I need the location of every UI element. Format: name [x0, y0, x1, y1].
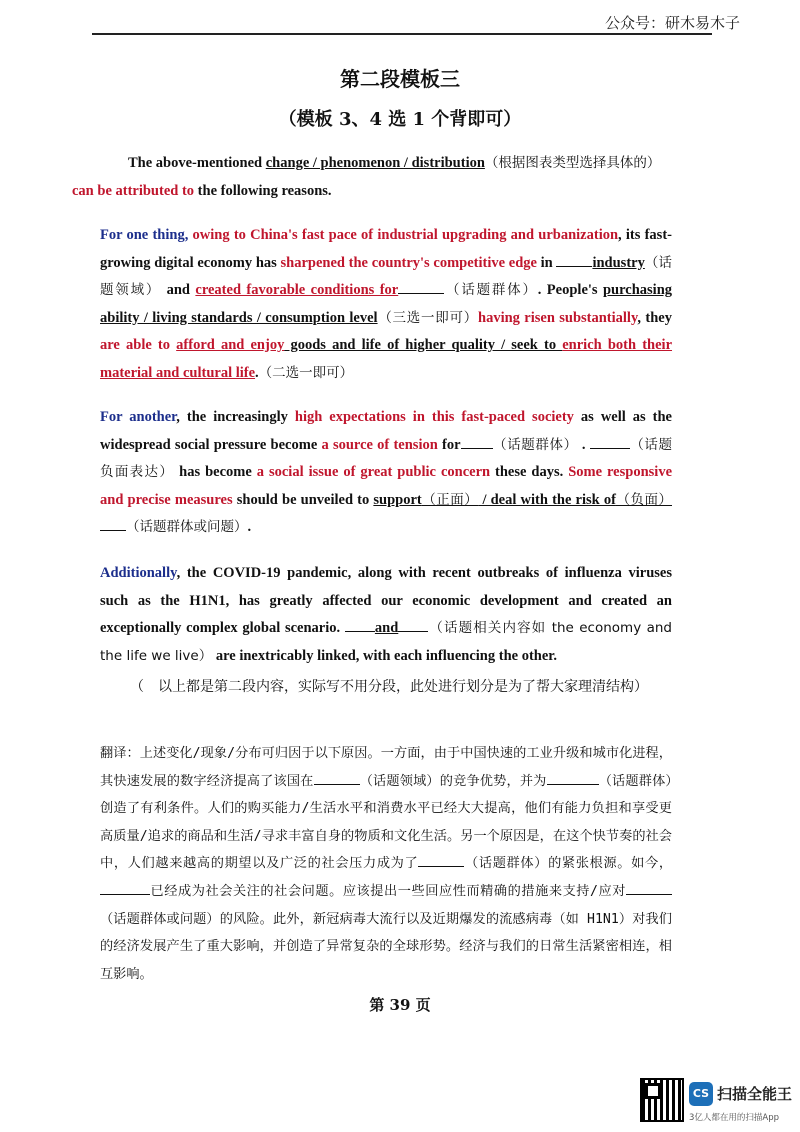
p2-phrase-1: owing to China's fast pace of industrial upgrading and urbanization	[192, 227, 619, 243]
scanner-tagline: 3亿人都在用的扫描App	[689, 1113, 780, 1123]
p4-blank-1	[345, 617, 375, 632]
p3-phrase-2: a source of tension	[321, 436, 438, 453]
p2-industry: industry	[592, 254, 645, 271]
p2-phrase-3: created favorable conditions for	[195, 282, 399, 298]
p2-phrase-2: sharpened the country's competitive edge	[280, 254, 537, 271]
p3-phrase-1: high expectations in this fast-paced society	[294, 409, 574, 425]
qr-code-icon	[640, 1078, 684, 1122]
p4-text-1: , the COVID-19 pandemic, along with recent outbreaks of influenza viruses such as the H1N1, has greatly affected our economic development and created an exceptionally complex global scenario.	[100, 565, 672, 636]
p2-phrase-5: are able to	[100, 337, 177, 353]
p2-text-1: , its fast-growing digital economy has	[100, 227, 672, 271]
p2-text-2: in	[536, 254, 557, 271]
p2-lead: For one thing,	[100, 227, 193, 243]
translation-blank-2	[547, 771, 599, 785]
p3-text-2: as well as the widespread social pressure become	[100, 409, 672, 453]
p2-note-3: （三选一即可）	[377, 309, 478, 326]
p3-phrase-4: Some responsive and precise measures	[100, 464, 672, 508]
p1-note: （根据图表类型选择具体的）	[484, 155, 661, 171]
p3-note-3: （正面）	[421, 491, 479, 508]
p2-phrase-7: enrich both their material and cultural life	[100, 337, 673, 381]
p2-text-4: . People's	[537, 282, 603, 298]
paragraph-3	[100, 404, 672, 542]
p2-blank-1	[556, 252, 592, 267]
structure-note: （ 以上都是第二段内容，实际写不用分段，此处进行划分是为了帮大家理清结构）	[130, 679, 648, 695]
p1-end: the following reasons.	[194, 182, 332, 199]
p4-and: and	[374, 620, 399, 636]
p2-phrase-6: afford and enjoy	[176, 337, 285, 353]
header-rule	[92, 33, 712, 35]
p3-text-5: has become	[174, 464, 257, 480]
p3-end: .	[247, 519, 252, 535]
p3-phrase-3: a social issue of great public concern	[256, 464, 491, 480]
p4-lead: Additionally	[100, 565, 177, 581]
p2-text-5: , they	[637, 309, 672, 326]
p4-blank-2	[398, 617, 428, 632]
translation-part-1: 翻译：上述变化/现象/分布可归因于以下原因。一方面，由于中国快速的工业升级和城市化进程，其快速发展的数字经济提高了该国在	[100, 746, 672, 789]
page-title: 第二段模板三	[340, 67, 460, 91]
scanner-app-name: 扫描全能王	[717, 1085, 793, 1103]
paragraph-1	[72, 150, 672, 205]
p1-phrase: can be attributed to	[72, 182, 195, 199]
p2-note-1: （话题领域）	[100, 254, 672, 298]
p3-note-1: （话题群体）	[492, 436, 578, 453]
translation-blank-3	[418, 853, 464, 867]
p3-text-4: .	[577, 436, 590, 453]
translation-blank-1	[314, 771, 360, 785]
translation-blank-4	[100, 881, 150, 895]
translation-part-6: （话题群体或问题）的风险。此外，新冠病毒大流行以及近期爆发的流感病毒（如 H1N1）对我们的经济发展产生了重大影响，并创造了异常复杂的全球形势。经济与我们的日常生活紧密相连，相互影响。	[100, 911, 672, 982]
page-subtitle: （模板 3、4 选 1 个背即可）	[278, 109, 522, 130]
p2-note-2: （话题群体）	[444, 282, 538, 298]
p2-end: .	[255, 364, 259, 381]
p1-text: The above-mentioned	[128, 155, 266, 171]
p2-note-4: （二选一即可）	[258, 364, 354, 381]
translation-part-5: 已经成为社会关注的社会问题。应该提出一些回应性而精确的措施来支持/应对	[150, 883, 626, 899]
p3-support: support	[373, 491, 422, 508]
p4-text-2: are inextricably linked, with each influencing the other.	[212, 647, 558, 664]
translation-part-3: （话题群体）创造了有利条件。人们的购买能力/生活水平和消费水平已经大大提高，他们有能力负担和享受更高质量/追求的商品和生活/寻求丰富自身的物质和文化生活。另一个原因是，在这个快节奏的社会中，人们越来越高的期望以及广泛的社会压力成为了	[100, 773, 673, 872]
p3-note-4: （负面）	[615, 491, 672, 508]
translation-blank-5	[626, 881, 672, 895]
p4-note: （话题相关内容如 the economy and the life we live）	[100, 620, 672, 664]
p2-text-6: goods and life of higher quality / seek to	[284, 337, 563, 353]
translation-block	[100, 740, 672, 988]
p3-lead: For another	[100, 409, 177, 425]
paragraph-4	[100, 560, 672, 670]
translation-part-4: （话题群体）的紧张根源。如今，	[464, 856, 673, 872]
p2-options: purchasing ability / living standards / consumption level	[100, 282, 673, 326]
p2-phrase-4: having risen substantially	[478, 309, 638, 326]
translation-part-2: （话题领域）的竞争优势，并为	[359, 773, 547, 789]
p2-text-3: and	[161, 282, 196, 298]
paragraph-2	[100, 222, 672, 387]
header-account: 公众号：研木易木子	[604, 14, 740, 32]
p3-blank-3	[100, 516, 126, 531]
p3-deal: / deal with the risk of	[478, 491, 616, 508]
p3-blank-1	[461, 434, 493, 449]
p3-note-2: （话题负面表达）	[100, 436, 673, 480]
p2-blank-2	[398, 279, 444, 294]
p3-blank-2	[590, 434, 630, 449]
camscanner-logo-icon: CS	[689, 1082, 713, 1106]
p3-text-7: should be unveiled to	[232, 491, 374, 508]
p3-note-5: （话题群体或问题）	[126, 519, 248, 535]
p3-text-6: these days.	[490, 464, 569, 480]
p3-text-3: for	[437, 436, 461, 453]
p3-text-1: , the increasingly	[176, 409, 295, 425]
p1-options: change / phenomenon / distribution	[265, 155, 485, 171]
page-number: 第 39 页	[369, 996, 431, 1014]
